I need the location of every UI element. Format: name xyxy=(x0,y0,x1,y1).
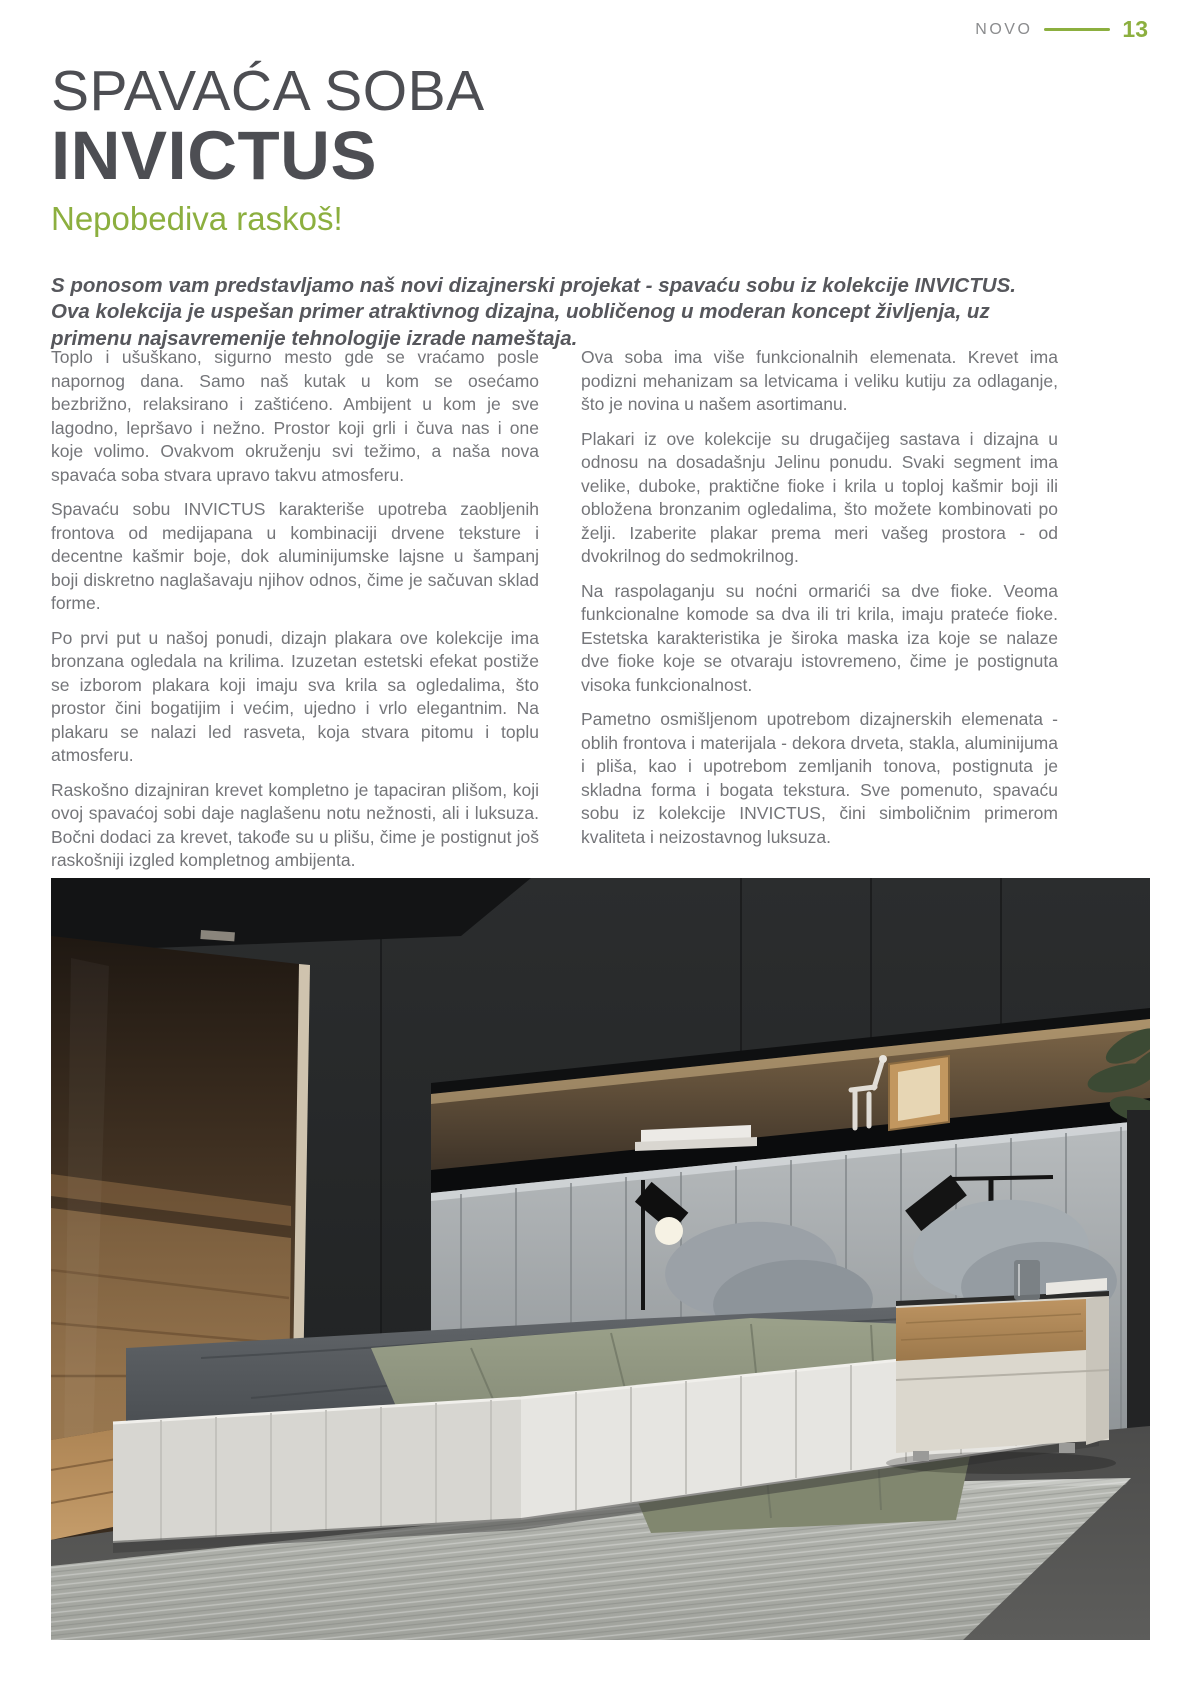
column-right xyxy=(581,346,1058,884)
body-columns xyxy=(51,346,1058,884)
header-divider-line xyxy=(1044,28,1110,31)
paragraph: Raskošno dizajniran krevet kompletno je tapaciran plišom, koji ovoj spavaćoj sobi daje naglašenu notu nežnosti, ali i luksuza. Bočni dodaci za krevet, takođe su u plišu, čime je postignut još raskošniji izgled kompletnog ambijenta. xyxy=(51,779,539,870)
paragraph: Po prvi put u našoj ponudi, dizajn plakara ove kolekcije ima bronzana ogledala na krilima. Izuzetan estetski efekat postiže se izborom plakara koji imaju sva krila sa ogledalima, što prostor čini bogatijim i većim, ujedno i vrlo elegantnim. Na plakaru se nalazi led rasveta, koja stvara pitomu i toplu atmosferu. xyxy=(51,627,539,765)
page-subtitle: Nepobediva raskoš! xyxy=(51,200,343,238)
intro-paragraph: S ponosom vam predstavljamo naš novi dizajnerski projekat - spavaću sobu iz kolekcije INVICTUS. Ova kolekcija je uspešan primer atraktivnog dizajna, uobličenog u moderan koncept življenja, uz primenu najsavremenije tehnologije izrade nameštaja. xyxy=(51,273,1016,350)
header-label: NOVO xyxy=(975,20,1033,38)
title-block xyxy=(51,59,485,238)
paragraph: Pametno osmišljenom upotrebom dizajnerskih elemenata - oblih frontova i materijala - dekora drveta, stakla, aluminijuma i pliša, kao i upotrebom zemljanih tonova, postignuta je skladna forma i bogata tekstura. Sve pomenuto, spavaću sobu iz kolekcije INVICTUS, čini simboličnim primerom kvaliteta i neizostavnog luksuza. xyxy=(581,709,1058,847)
paragraph: Plakari iz ove kolekcije su drugačijeg sastava i dizajna u odnosu na dosadašnju Jelinu ponudu. Svaki segment ima velike, duboke, praktične fioke i krila u toploj kašmir boji ili obložena bronzanim ogledalima, što možete kombinovati po želji. Izaberite plakar prema meri vašeg prostora - od dvokrilnog do sedmokrilnog. xyxy=(581,428,1058,566)
page-number: 13 xyxy=(1122,16,1148,42)
page-header xyxy=(975,16,1148,43)
paragraph: Toplo i ušuškano, sigurno mesto gde se vraćamo posle napornog dana. Samo naš kutak u kom se osećamo bezbrižno, relaksirano i zaštićeno. Ambijent u kom je sve lagodno, lepršavo i nežno. Prostor koji grli i čuva nas i one koje volimo. Ovakvom okruženju svi težimo, a naša nova spavaća soba stvara upravo takvu atmosferu. xyxy=(51,347,539,485)
paragraph: Ova soba ima više funkcionalnih elemenata. Krevet ima podizni mehanizam sa letvicama i veliku kutiju za odlaganje, što je novina u našem asortimanu. xyxy=(581,347,1058,414)
paragraph: Spavaću sobu INVICTUS karakteriše upotreba zaobljenih frontova od medijapana u kombinaciji drvene teksture i decentne kašmir boje, dok aluminijumske lajsne u šampanj boji diskretno naglašavaju njihov odnos, čime je sačuvan sklad forme. xyxy=(51,499,539,613)
column-left xyxy=(51,346,539,884)
page-title-collection: SPAVAĆA SOBA xyxy=(51,59,485,123)
bedroom-photo xyxy=(51,878,1150,1640)
page-title-name: INVICTUS xyxy=(51,117,378,195)
paragraph: Na raspolaganju su noćni ormarići sa dve fioke. Veoma funkcionalne komode sa dva ili tri krila, imaju prateće fioke. Estetska karakteristika je široka maska iza koje se nalaze dve fioke koje se otvaraju istovremeno, čime je postignuta visoka funkcionalnost. xyxy=(581,580,1058,695)
